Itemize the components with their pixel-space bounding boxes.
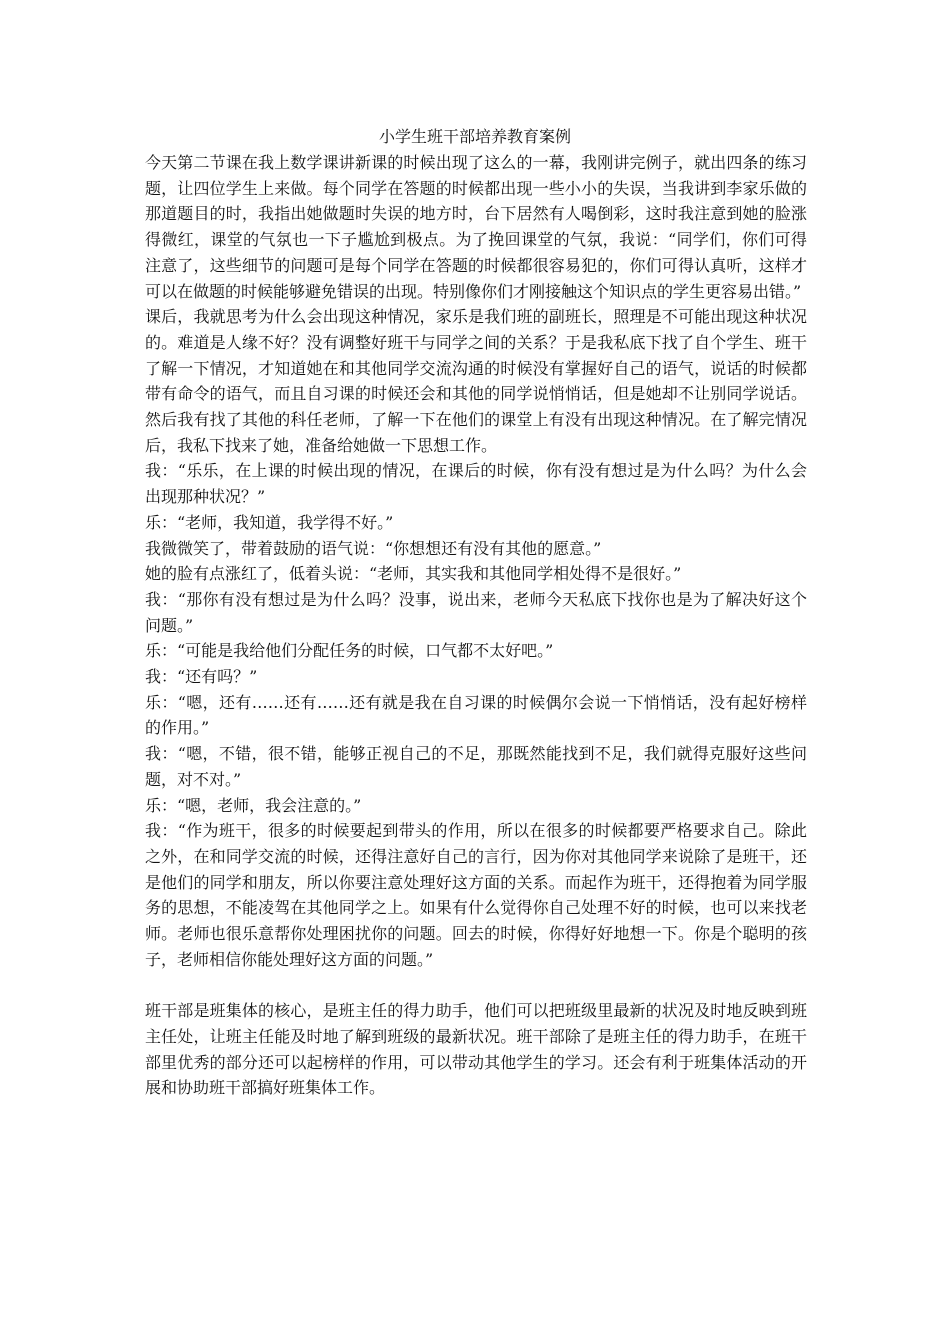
dialogue-line: 乐：“可能是我给他们分配任务的时候，口气都不太好吧。” bbox=[145, 641, 554, 661]
dialogue-line: 我微微笑了，带着鼓励的语气说：“你想想还有没有其他的愿意。” bbox=[145, 538, 602, 558]
paragraph-conclusion: 班干部是班集体的核心，是班主任的得力助手，他们可以把班级里最新的状况及时地反映到班主任处，让班主任能及时地了解到班级的最新状况。班干部除了是班主任的得力助手，在班干部里优秀的部分还可以起榜样的作用，可以带动其他学生的学习。还会有利于班集体活动的开展和协助班干部搞好班集体工作。 bbox=[145, 1001, 807, 1098]
document-body bbox=[145, 150, 807, 1101]
paragraph-after-class-reflection: 课后，我就思考为什么会出现这种情况，家乐是我们班的副班长，照理是不可能出现这种状况的。难道是人缘不好？没有调整好班干与同学之间的关系？于是我私底下找了自个学生、班干了解一下情况，才知道她在和其他同学交流沟通的时候没有掌握好自己的语气，说话的时候都带有命令的语气，而且自习课的时候还会和其他的同学说悄悄话，但是她却不让别同学说话。然后我有找了其他的科任老师，了解一下在他们的课堂上有没有出现这种情况。在了解完情况后，我私下找来了她，准备给她做一下思想工作。 bbox=[145, 307, 807, 455]
paragraph-classroom-incident: 今天第二节课在我上数学课讲新课的时候出现了这么的一幕，我刚讲完例子，就出四条的练习题，让四位学生上来做。每个同学在答题的时候都出现一些小小的失误，当我讲到李家乐做的那道题目的时，我指出她做题时失误的地方时，台下居然有人喝倒彩，这时我注意到她的脸涨得微红，课堂的气氛也一下子尴尬到极点。为了挽回课堂的气氛，我说：“同学们，你们可得注意了，这些细节的问题可是每个同学在答题的时候都很容易犯的，你们可得认真听，这样才可以在做题的时候能够避免错误的出现。特别像你们才刚接触这个知识点的学生更容易出错。” bbox=[145, 153, 807, 301]
dialogue-line: 乐：“老师，我知道，我学得不好。” bbox=[145, 512, 394, 532]
dialogue-line: 我：“作为班干，很多的时候要起到带头的作用，所以在很多的时候都要严格要求自己。除此之外，在和同学交流的时候，还得注意好自己的言行，因为你对其他同学来说除了是班干，还是他们的同学和朋友，所以你要注意处理好这方面的关系。而起作为班干，还得抱着为同学服务的思想，不能凌驾在其他同学之上。如果有什么觉得你自己处理不好的时候，也可以来找老师。老师也很乐意帮你处理困扰你的问题。回去的时候，你得好好地想一下。你是个聪明的孩子，老师相信你能处理好这方面的问题。” bbox=[145, 821, 807, 969]
blank-line bbox=[145, 973, 807, 999]
dialogue-line: 我：“嗯，不错，很不错，能够正视自己的不足，那既然能找到不足，我们就得克服好这些问题，对不对。” bbox=[145, 744, 807, 789]
dialogue-line: 她的脸有点涨红了，低着头说：“老师，其实我和其他同学相处得不是很好。” bbox=[145, 564, 682, 584]
dialogue-line: 我：“乐乐，在上课的时候出现的情况，在课后的时候，你有没有想过是为什么吗？为什么会出现那种状况？” bbox=[145, 461, 807, 507]
dialogue-line: 我：“那你有没有想过是为什么吗？没事，说出来，老师今天私底下找你也是为了解决好这个问题。” bbox=[145, 589, 807, 635]
document-title: 小学生班干部培养教育案例 bbox=[378, 127, 571, 146]
dialogue-line: 乐：“嗯，老师，我会注意的。” bbox=[145, 795, 362, 815]
dialogue-line: 乐：“嗯，还有……还有……还有就是我在自习课的时候偶尔会说一下悄悄话，没有起好榜样的作用。” bbox=[145, 692, 807, 738]
dialogue-line: 我：“还有吗？” bbox=[145, 667, 258, 687]
